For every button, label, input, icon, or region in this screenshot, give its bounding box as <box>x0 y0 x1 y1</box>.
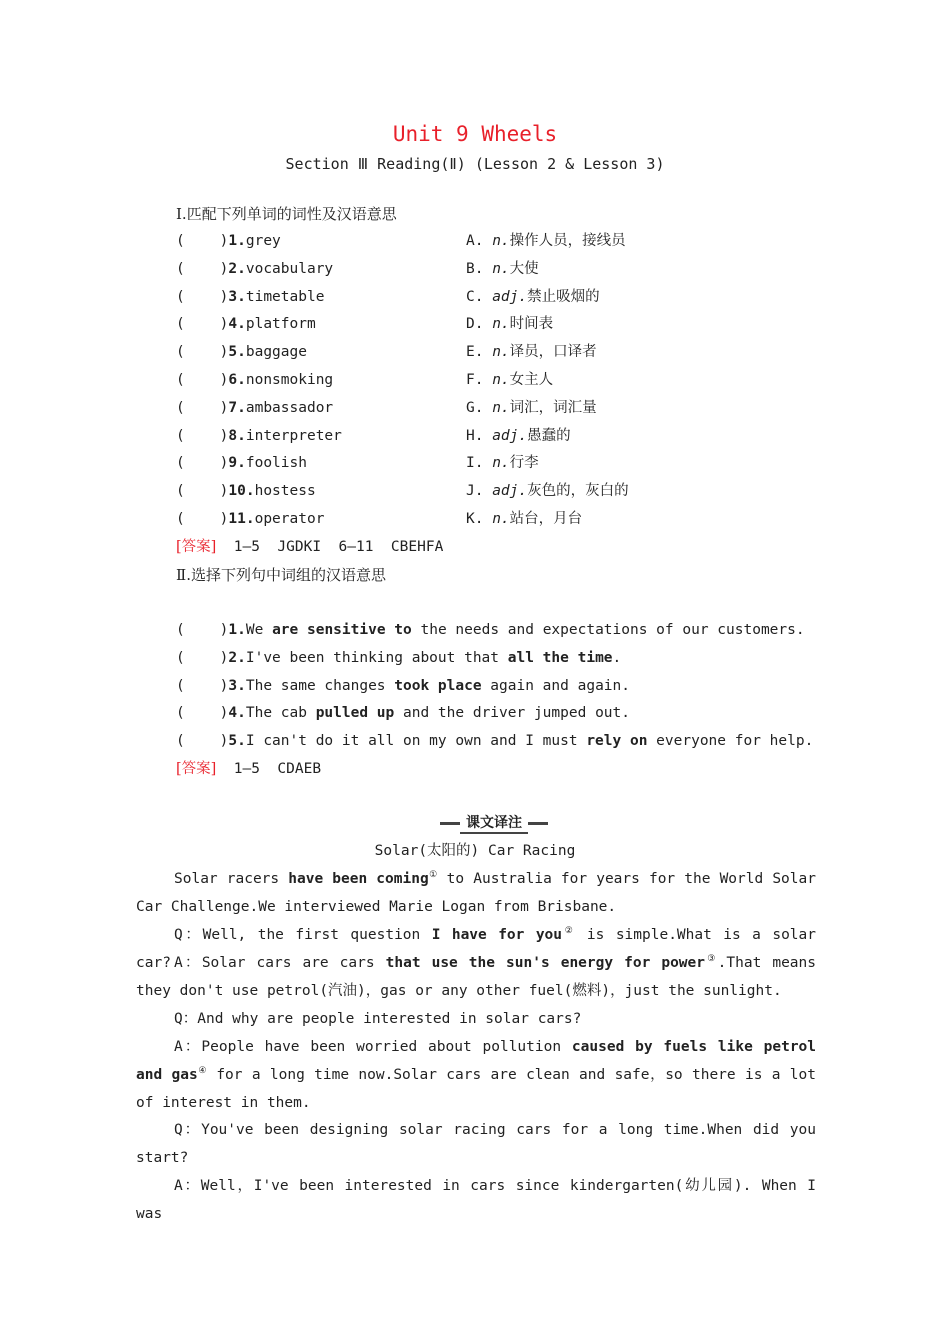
part-of-speech: adj. <box>492 288 528 305</box>
item-number: 5. <box>228 733 246 750</box>
match-word-item <box>176 509 324 529</box>
answer-text: 1—5 CDAEB <box>216 761 322 777</box>
meaning: 女主人 <box>509 372 554 388</box>
part-of-speech: n. <box>492 455 510 472</box>
part2-heading: Ⅱ.选择下列句中词组的汉语意思 <box>176 566 386 584</box>
phrase: all the time <box>507 649 613 666</box>
meaning: 大使 <box>509 260 539 277</box>
section-subtitle: Section Ⅲ Reading(Ⅱ) (Lesson 2 & Lesson 3) <box>285 155 665 173</box>
word: nonsmoking <box>245 372 334 388</box>
passage-paragraph-7: A：Well，I've been interested in cars since kindergarten(幼儿园). When I was <box>136 1178 816 1222</box>
phrase: took place <box>394 677 482 694</box>
option-letter: I. <box>466 455 484 472</box>
match-word-item <box>176 342 307 362</box>
answer-tag: [答案] <box>176 761 217 777</box>
sentence-item: ( )4.The cab pulled up and the driver jumped out. <box>176 705 630 722</box>
match-word-item <box>176 259 333 279</box>
answer-blank[interactable]: ( ) <box>176 483 229 500</box>
answer-blank[interactable]: ( ) <box>176 733 229 750</box>
part-of-speech: n. <box>492 316 510 333</box>
item-number: 10. <box>228 483 255 500</box>
meaning: 禁止吸烟的 <box>527 288 600 305</box>
part-of-speech: adj. <box>492 427 528 444</box>
answer-blank[interactable]: ( ) <box>176 511 229 527</box>
match-word-item <box>176 370 333 390</box>
part-of-speech: n. <box>492 399 510 416</box>
word: operator <box>254 511 325 527</box>
item-number: 3. <box>228 677 246 694</box>
option-letter: F. <box>466 372 484 388</box>
item-number: 1. <box>228 233 246 249</box>
answer-blank[interactable]: ( ) <box>176 399 229 416</box>
match-word-item <box>176 426 342 446</box>
item-number: 6. <box>228 372 246 388</box>
meaning: 灰色的，灰白的 <box>527 483 629 500</box>
option-letter: D. <box>466 316 484 333</box>
word: platform <box>245 316 316 333</box>
answer-blank[interactable]: ( ) <box>176 705 229 722</box>
word: timetable <box>245 288 325 305</box>
sentence-item: ( )5.I can't do it all on my own and I must rely on everyone for help. <box>176 733 814 750</box>
word: hostess <box>254 483 316 500</box>
section-banner <box>440 812 548 834</box>
option-letter: E. <box>466 344 484 361</box>
match-word-item <box>176 481 316 501</box>
match-word-item <box>176 314 316 334</box>
item-number: 2. <box>228 649 246 666</box>
item-number: 8. <box>228 427 246 444</box>
answer-text: 1—5 JGDKI 6—11 CBEHFA <box>216 539 444 555</box>
match-meaning-item <box>466 259 539 279</box>
match-meaning-item <box>466 481 629 501</box>
passage-paragraph-6: Q：You've been designing solar racing cars for a long time.When did you start? <box>136 1122 816 1166</box>
answer-blank[interactable]: ( ) <box>176 622 229 638</box>
meaning: 站台，月台 <box>509 511 583 527</box>
option-letter: J. <box>466 483 484 500</box>
sentence-item: ( )3.The same changes took place again and again. <box>176 677 630 694</box>
word: baggage <box>245 344 307 361</box>
word: ambassador <box>245 399 334 416</box>
passage-paragraph-2: Q：Well, the first question I have for you② is simple.What is a solar car? <box>136 926 816 971</box>
item-number: 2. <box>228 260 246 277</box>
meaning: 译员，口译者 <box>509 344 597 361</box>
match-word-item <box>176 287 324 307</box>
part-of-speech: n. <box>492 260 510 277</box>
word: grey <box>245 233 281 249</box>
sentence-item: ( )1.We are sensitive to the needs and expectations of our customers. <box>176 622 805 638</box>
answer-blank[interactable]: ( ) <box>176 649 229 666</box>
meaning: 词汇，词汇量 <box>509 399 597 416</box>
match-meaning-item <box>466 370 553 390</box>
match-meaning-item <box>466 426 571 446</box>
part-of-speech: n. <box>492 511 510 527</box>
answer-blank[interactable]: ( ) <box>176 288 229 305</box>
meaning: 时间表 <box>509 316 554 333</box>
banner-bar-left <box>440 822 460 825</box>
match-word-item <box>176 398 333 418</box>
meaning: 行李 <box>509 455 539 472</box>
option-letter: C. <box>466 288 484 305</box>
part1-heading: Ⅰ.匹配下列单词的词性及汉语意思 <box>176 205 397 223</box>
option-letter: G. <box>466 399 484 416</box>
answer-blank[interactable]: ( ) <box>176 316 229 333</box>
item-number: 4. <box>228 316 246 333</box>
passage-paragraph-3: A：Solar cars are cars that use the sun's energy for power③.That means they don't use petrol(汽油)，gas or any other fuel(燃料)，just the sunlight. <box>136 954 817 999</box>
part-of-speech: n. <box>492 344 510 361</box>
item-number: 3. <box>228 288 246 305</box>
item-number: 7. <box>228 399 246 416</box>
part1-answer <box>176 537 443 557</box>
match-meaning-item <box>466 231 626 251</box>
item-number: 1. <box>228 622 246 638</box>
item-number: 4. <box>228 705 246 722</box>
passage-paragraph-4: Q：And why are people interested in solar cars? <box>174 1011 582 1027</box>
match-word-item <box>176 453 307 473</box>
match-meaning-item <box>466 287 600 307</box>
answer-blank[interactable]: ( ) <box>176 677 229 694</box>
match-meaning-item <box>466 342 597 362</box>
item-number: 11. <box>228 511 255 527</box>
passage-title: Solar(太阳的) Car Racing <box>374 843 576 859</box>
sentence-item: ( )2.I've been thinking about that all the time. <box>176 649 622 666</box>
answer-blank[interactable]: ( ) <box>176 372 229 388</box>
phrase: rely on <box>586 733 648 750</box>
passage-paragraph-5: A：People have been worried about pollution caused by fuels like petrol and gas④ for a long time now.Solar cars are clean and safe，so there is a lot of interest in them. <box>136 1039 817 1111</box>
phrase: are sensitive to <box>272 622 412 638</box>
answer-blank[interactable]: ( ) <box>176 233 229 249</box>
answer-blank[interactable]: ( ) <box>176 455 229 472</box>
answer-blank[interactable]: ( ) <box>176 427 229 444</box>
item-number: 5. <box>228 344 246 361</box>
banner-bar-right <box>528 822 548 825</box>
answer-blank[interactable]: ( ) <box>176 260 229 277</box>
part-of-speech: adj. <box>492 483 528 500</box>
meaning: 愚蠢的 <box>527 427 571 444</box>
answer-tag: [答案] <box>176 539 217 555</box>
match-word-item <box>176 231 281 251</box>
part-of-speech: n. <box>492 233 510 249</box>
word: foolish <box>245 455 307 472</box>
match-meaning-item <box>466 398 597 418</box>
unit-title: Unit 9 Wheels <box>392 122 558 146</box>
item-number: 9. <box>228 455 246 472</box>
option-letter: H. <box>466 427 484 444</box>
option-letter: B. <box>466 260 484 277</box>
phrase: pulled up <box>315 705 395 722</box>
passage-paragraph-1: Solar racers have been coming① to Australia for years for the World Solar Car Challenge.We interviewed Marie Logan from Brisbane. <box>136 870 816 915</box>
match-meaning-item <box>466 453 539 473</box>
match-meaning-item <box>466 509 582 529</box>
word: interpreter <box>245 427 342 444</box>
part2-answer <box>176 759 321 779</box>
meaning: 操作人员，接线员 <box>509 233 626 249</box>
answer-blank[interactable]: ( ) <box>176 344 229 361</box>
match-meaning-item <box>466 314 553 334</box>
option-letter: K. <box>466 511 484 527</box>
word: vocabulary <box>245 260 334 277</box>
option-letter: A. <box>466 233 484 249</box>
part-of-speech: n. <box>492 372 510 388</box>
banner-label: 课文译注 <box>460 812 528 834</box>
